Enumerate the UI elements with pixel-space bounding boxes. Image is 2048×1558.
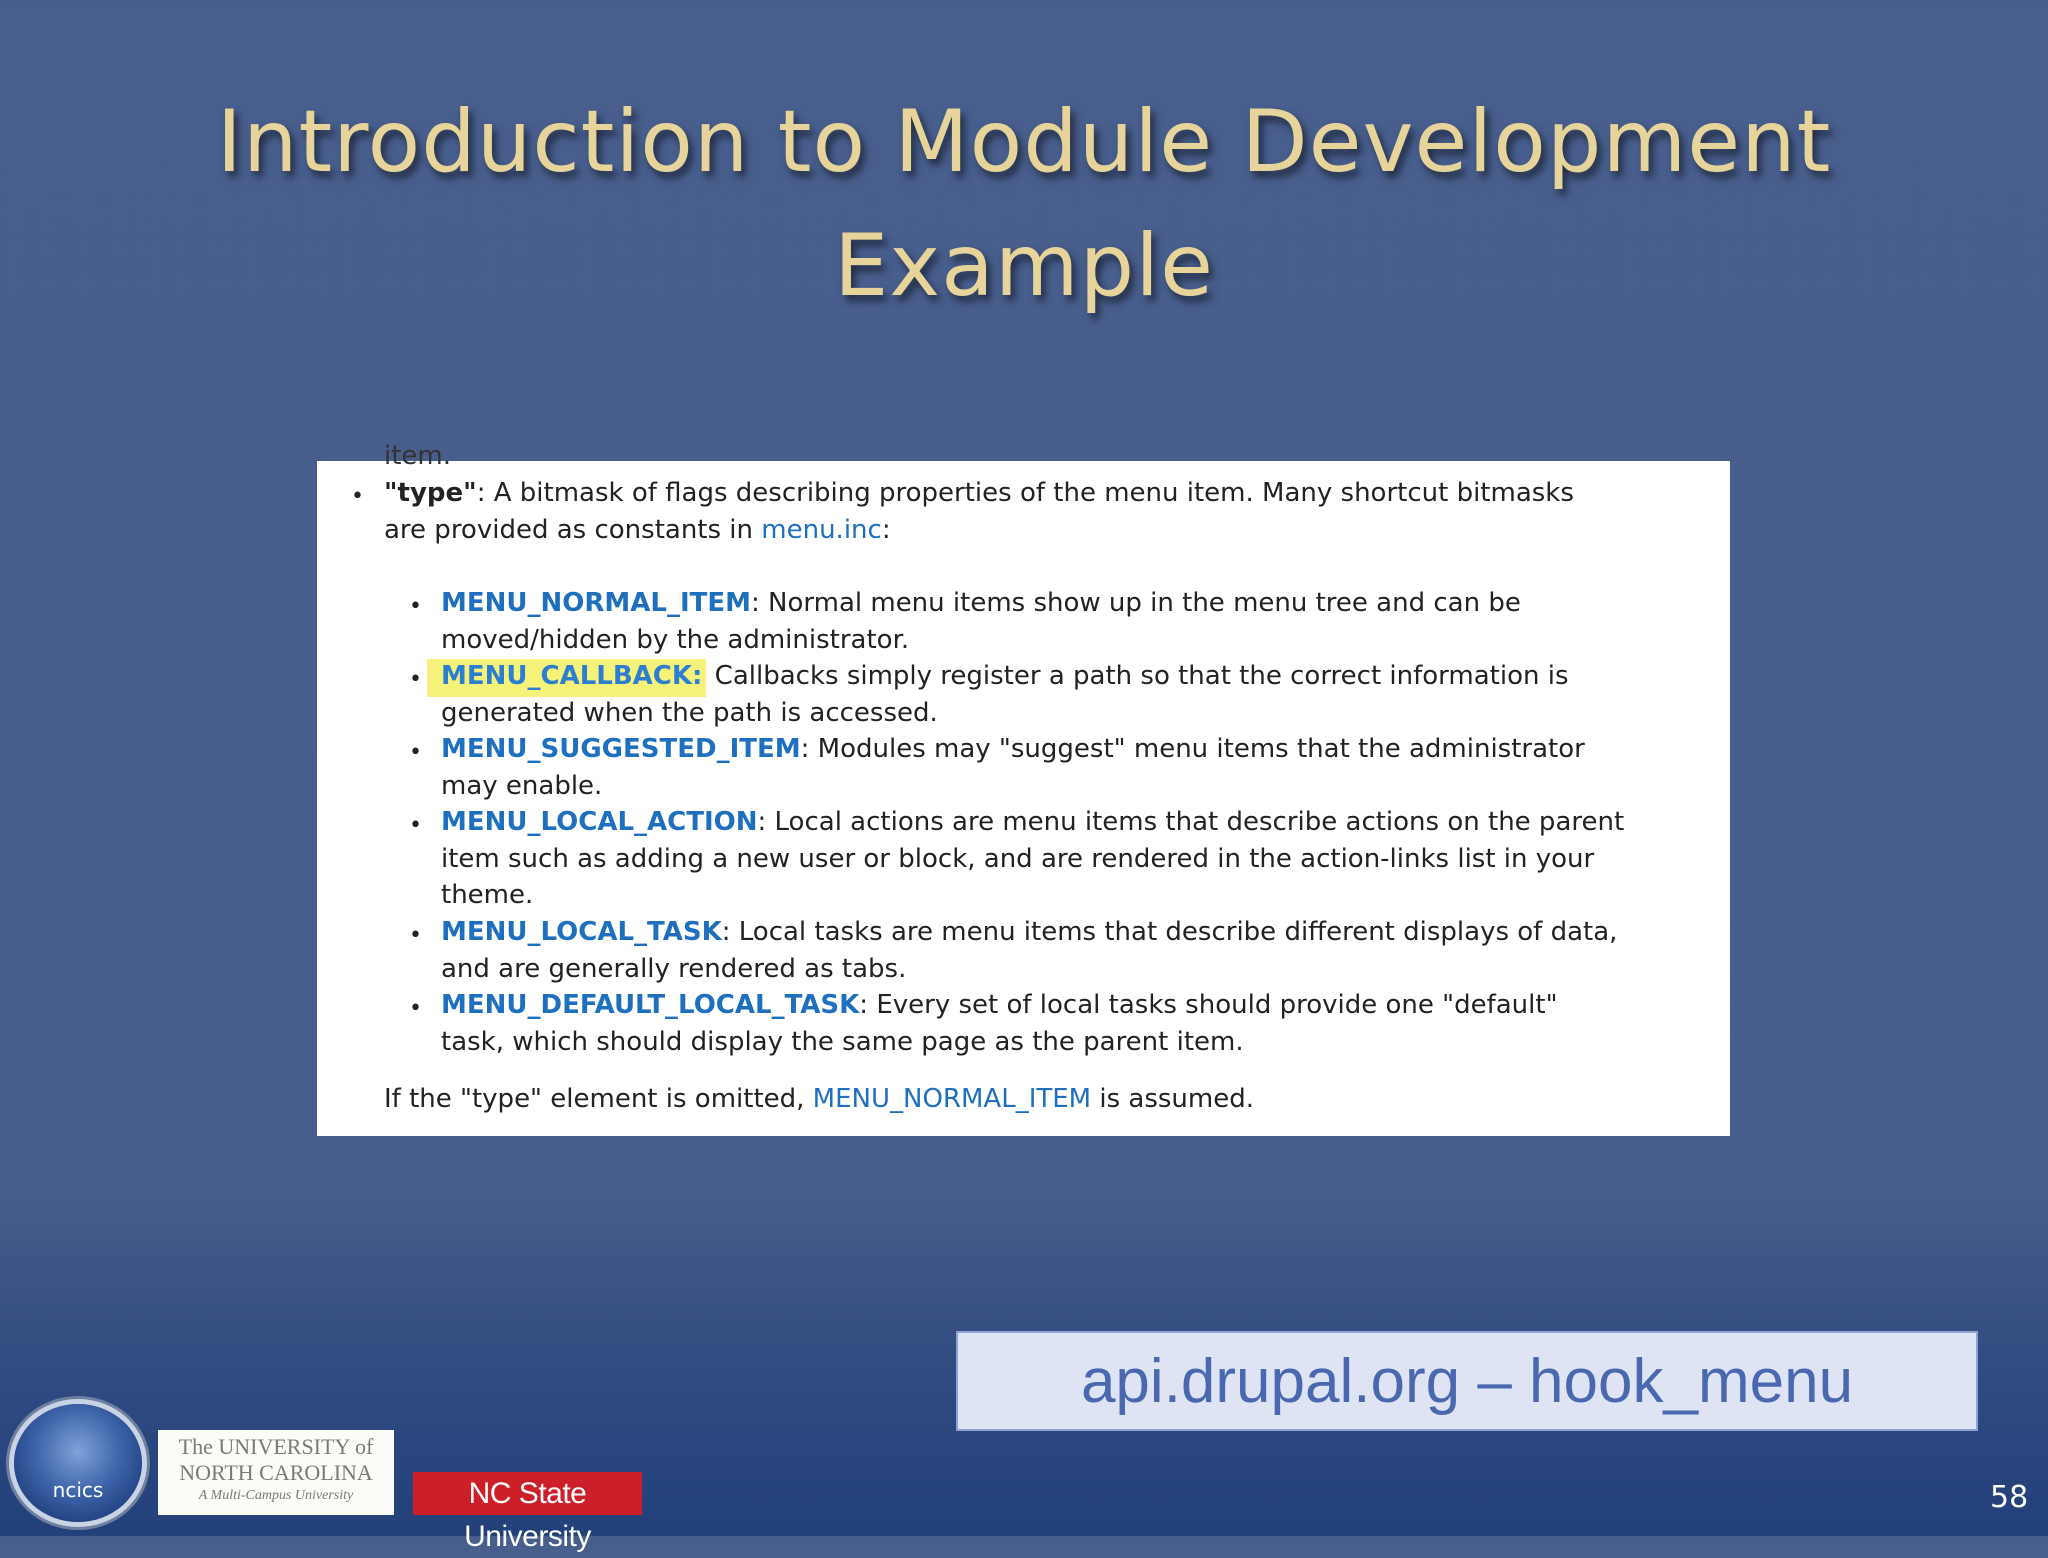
note-text: is assumed. bbox=[1091, 1084, 1255, 1114]
unc-logo-line-3: A Multi-Campus University bbox=[198, 1488, 354, 1503]
list-item bbox=[441, 658, 1691, 731]
item-text: may enable. bbox=[441, 770, 603, 801]
menu-local-action-link[interactable]: MENU_LOCAL_ACTION bbox=[441, 807, 758, 837]
ncics-logo bbox=[14, 1404, 142, 1522]
unc-logo bbox=[158, 1430, 394, 1515]
type-desc-colon: : bbox=[881, 514, 891, 545]
documentation-screenshot bbox=[317, 441, 1730, 1136]
item-text: moved/hidden by the administrator. bbox=[441, 624, 910, 655]
slide-title bbox=[0, 80, 2048, 328]
menu-suggested-item-link[interactable]: MENU_SUGGESTED_ITEM bbox=[441, 734, 801, 764]
type-omitted-note bbox=[384, 1081, 1254, 1118]
item-text: task, which should display the same page as the parent item. bbox=[441, 1026, 1244, 1057]
unc-logo-line-2: NORTH CAROLINA bbox=[179, 1460, 373, 1485]
bullet: • bbox=[409, 923, 422, 948]
bullet: • bbox=[409, 740, 422, 765]
unc-logo-line-1: The UNIVERSITY of bbox=[178, 1434, 374, 1459]
note-text: If the "type" element is omitted, bbox=[384, 1084, 813, 1114]
menu-default-local-task-link[interactable]: MENU_DEFAULT_LOCAL_TASK bbox=[441, 990, 860, 1020]
menu-normal-item-footer-link[interactable]: MENU_NORMAL_ITEM bbox=[812, 1084, 1092, 1114]
item-text: generated when the path is accessed. bbox=[441, 697, 938, 728]
type-description bbox=[384, 475, 1574, 548]
menu-callback-highlighted[interactable]: MENU_CALLBACK: bbox=[427, 659, 706, 697]
page-number: 58 bbox=[1990, 1480, 2029, 1515]
bullet: • bbox=[409, 813, 422, 838]
item-text: Callbacks simply register a path so that the correct information is bbox=[706, 661, 1569, 691]
list-item bbox=[441, 914, 1721, 987]
menu-normal-item-link[interactable]: MENU_NORMAL_ITEM bbox=[441, 588, 751, 618]
menu-local-task-link[interactable]: MENU_LOCAL_TASK bbox=[441, 917, 722, 947]
item-text: and are generally rendered as tabs. bbox=[441, 953, 907, 984]
bullet: • bbox=[409, 996, 422, 1021]
item-text: : Every set of local tasks should provide one "default" bbox=[859, 990, 1558, 1020]
slide-title-line-1: Introduction to Module Development bbox=[216, 92, 1832, 192]
item-text: theme. bbox=[441, 880, 534, 910]
bullet: • bbox=[409, 594, 422, 619]
list-item bbox=[441, 731, 1691, 804]
ncsu-logo: NC State University bbox=[413, 1472, 642, 1515]
list-item bbox=[441, 804, 1721, 914]
item-text: : Normal menu items show up in the menu tree and can be bbox=[751, 588, 1521, 618]
item-text: : Local tasks are menu items that describe different displays of data, bbox=[721, 917, 1618, 947]
ncics-logo-text: ncics bbox=[52, 1478, 104, 1502]
item-text: : Modules may "suggest" menu items that the administrator bbox=[800, 734, 1585, 764]
list-item bbox=[441, 585, 1691, 658]
cut-off-text: item. bbox=[384, 441, 452, 471]
bullet: • bbox=[409, 667, 422, 692]
type-key: "type" bbox=[384, 478, 477, 508]
bullet: • bbox=[351, 484, 364, 509]
slide-title-line-2: Example bbox=[833, 216, 1215, 316]
list-item bbox=[441, 987, 1691, 1060]
menu-inc-link[interactable]: menu.inc bbox=[761, 514, 882, 545]
item-text: : Local actions are menu items that describe actions on the parent bbox=[757, 807, 1625, 837]
type-desc-line-2: are provided as constants in bbox=[384, 514, 762, 545]
source-caption: api.drupal.org – hook_menu bbox=[956, 1331, 1978, 1431]
item-text: item such as adding a new user or block, and are rendered in the action-links list in your bbox=[441, 843, 1595, 874]
type-desc-line-1: : A bitmask of flags describing properties of the menu item. Many shortcut bitmasks bbox=[476, 478, 1574, 508]
